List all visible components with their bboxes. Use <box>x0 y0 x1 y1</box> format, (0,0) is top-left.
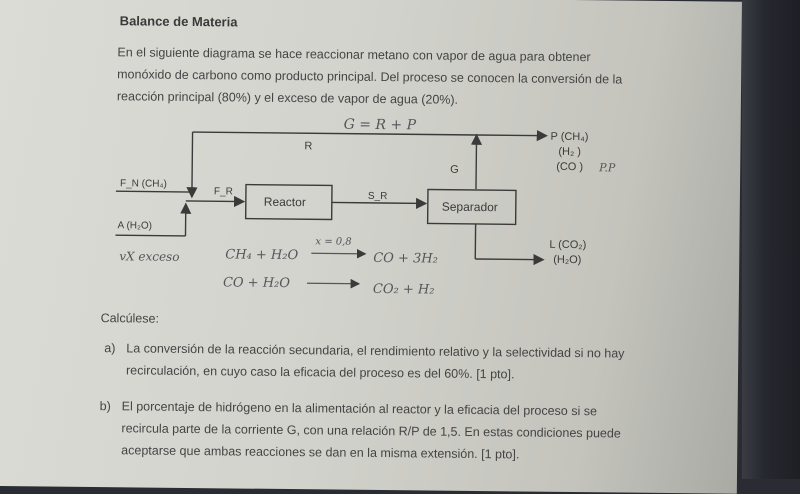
handwritten-excess: vX exceso <box>119 249 179 264</box>
stream-sr-label: S_R <box>368 191 388 202</box>
question-b <box>99 395 710 471</box>
separator-label: Separador <box>442 200 498 215</box>
product-p-line: (H₂ ) <box>558 146 581 158</box>
question-label: b) <box>100 395 111 417</box>
reaction-2-left: CO + H₂O <box>223 275 290 291</box>
question-label: a) <box>104 337 115 359</box>
question-line: recirculación, en cuyo caso la eficacia del proceso es del 60%. [1 pto]. <box>126 359 624 386</box>
feed-fn-label: F_N (CH₄) <box>120 178 167 189</box>
statement-line: monóxido de carbono como producto principal. Del proceso se conocen la conversión de la <box>117 63 687 91</box>
page-title: Balance de Materia <box>120 13 238 29</box>
question-line: recircula parte de la corriente G, con una relación R/P de 1,5. En estas condiciones puede <box>121 417 621 444</box>
page-edge-shadow <box>742 0 800 479</box>
product-p-note: P.P <box>598 161 616 174</box>
question-line: La conversión de la reacción secundaria, el rendimiento relativo y la selectividad si no hay <box>126 337 624 364</box>
statement-line: En el siguiente diagrama se hace reaccionar metano con vapor de agua para obtener <box>117 41 687 69</box>
statement-line: reacción principal (80%) y el exceso de vapor de agua (20%). <box>117 85 687 113</box>
reaction-1-conversion: x = 0,8 <box>315 236 351 247</box>
product-l-line: (H₂O) <box>553 254 581 266</box>
product-p-line: P (CH₄) <box>550 131 588 143</box>
question-line: El porcentaje de hidrógeno en la alimentación al reactor y la eficacia del proceso si se <box>122 395 622 422</box>
stream-g-label: G <box>450 164 459 176</box>
feed-a-label: A (H₂O) <box>118 220 153 231</box>
handwritten-balance: G = R + P <box>344 117 417 134</box>
reactor-label: Reactor <box>264 195 306 209</box>
product-l-line: L (CO₂) <box>549 239 586 251</box>
question-text <box>126 337 625 386</box>
question-a <box>104 337 704 387</box>
stream-fr-label: F_R <box>214 186 233 197</box>
question-text <box>121 395 621 466</box>
stream-r-label: R <box>304 140 312 152</box>
product-p-line: (CO ) <box>556 161 583 173</box>
reaction-2-right: CO₂ + H₂ <box>373 282 435 298</box>
reaction-1-right: CO + 3H₂ <box>373 251 438 267</box>
calculate-heading: Calcúlese: <box>101 311 160 326</box>
question-line: aceptarse que ambas reacciones se dan en la misma extensión. [1 pto]. <box>121 439 621 466</box>
reaction-1-left: CH₄ + H₂O <box>225 247 298 263</box>
